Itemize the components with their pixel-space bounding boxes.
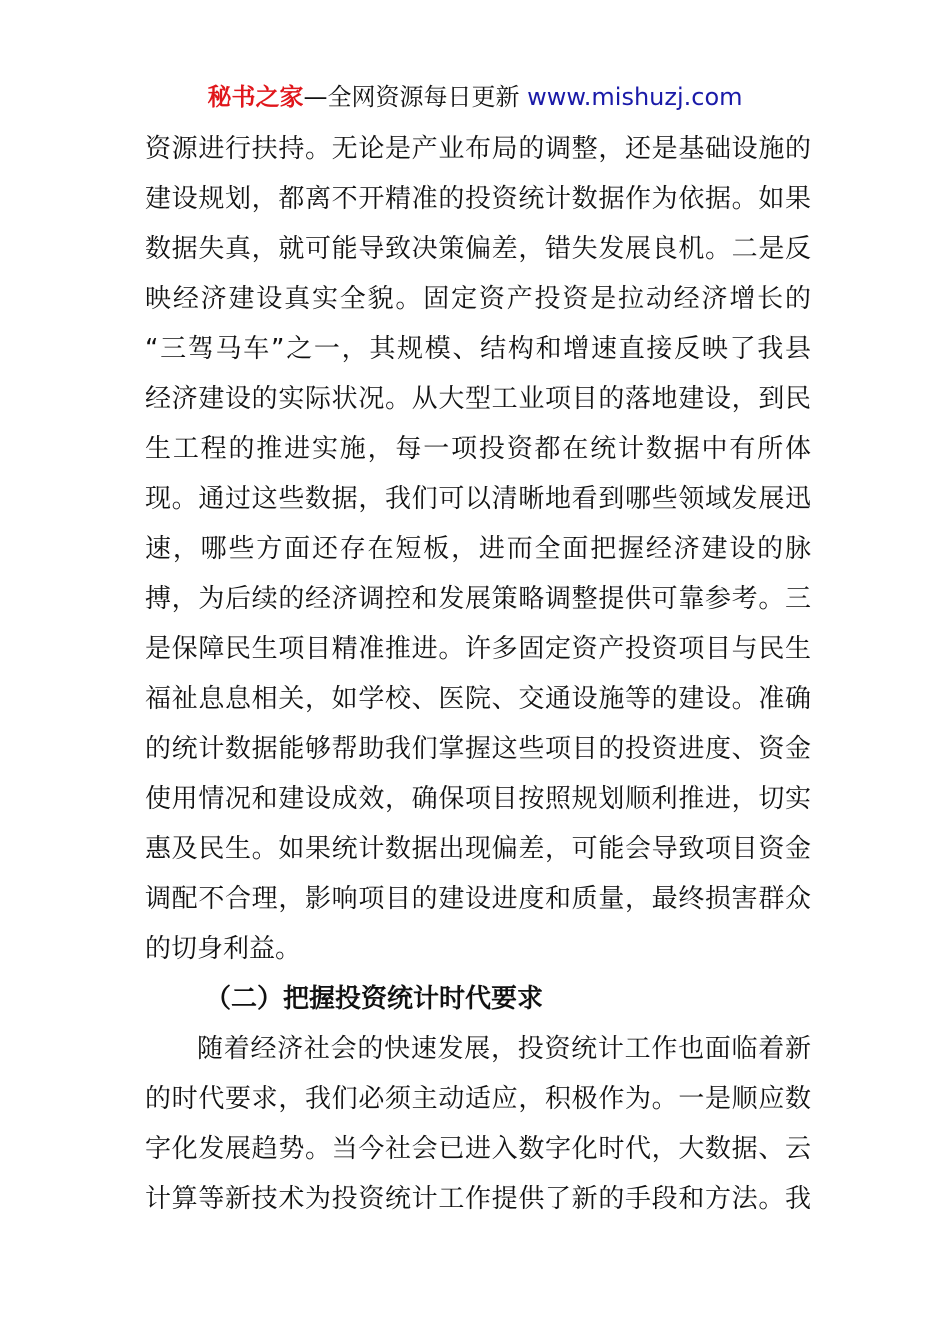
section-heading: （二）把握投资统计时代要求 [205,984,544,1014]
text-line: 生工程的推进实施，每一项投资都在统计数据中有所体 [145,434,811,464]
text-line: 的切身利益。 [145,934,302,964]
text-line: 现。通过这些数据，我们可以清晰地看到哪些领域发展迅 [145,484,811,514]
site-brand: 秘书之家 [207,83,304,111]
text-line: 建设规划，都离不开精准的投资统计数据作为依据。如果 [145,184,811,214]
text-line: 数据失真，就可能导致决策偏差，错失发展良机。二是反 [145,234,811,264]
text-line: 的时代要求，我们必须主动适应，积极作为。一是顺应数 [145,1084,811,1114]
text-line: 计算等新技术为投资统计工作提供了新的手段和方法。我 [145,1184,811,1214]
site-url-link[interactable]: www.mishuzj.com [527,83,743,111]
text-line: 的统计数据能够帮助我们掌握这些项目的投资进度、资金 [145,734,811,764]
document-body [145,124,811,1224]
text-line: 调配不合理，影响项目的建设进度和质量，最终损害群众 [145,884,811,914]
text-line: 搏，为后续的经济调控和发展策略调整提供可靠参考。三 [145,584,811,614]
text-line: 字化发展趋势。当今社会已进入数字化时代，大数据、云 [145,1134,811,1164]
text-line: “三驾马车”之一，其规模、结构和增速直接反映了我县 [145,334,811,364]
text-line: 惠及民生。如果统计数据出现偏差，可能会导致项目资金 [145,834,811,864]
text-line: 资源进行扶持。无论是产业布局的调整，还是基础设施的 [145,134,811,164]
text-line: 速，哪些方面还存在短板，进而全面把握经济建设的脉 [145,534,811,564]
site-tagline: —全网资源每日更新 [303,83,520,111]
text-line: 使用情况和建设成效，确保项目按照规划顺利推进，切实 [145,784,811,814]
text-line: 经济建设的实际状况。从大型工业项目的落地建设，到民 [145,384,811,414]
text-line: 映经济建设真实全貌。固定资产投资是拉动经济增长的 [145,284,811,314]
text-line: 福祉息息相关，如学校、医院、交通设施等的建设。准确 [145,684,811,714]
paragraph-first-line: 随着经济社会的快速发展，投资统计工作也面临着新 [197,1034,811,1064]
site-header [0,80,950,114]
text-line: 是保障民生项目精准推进。许多固定资产投资项目与民生 [145,634,811,664]
